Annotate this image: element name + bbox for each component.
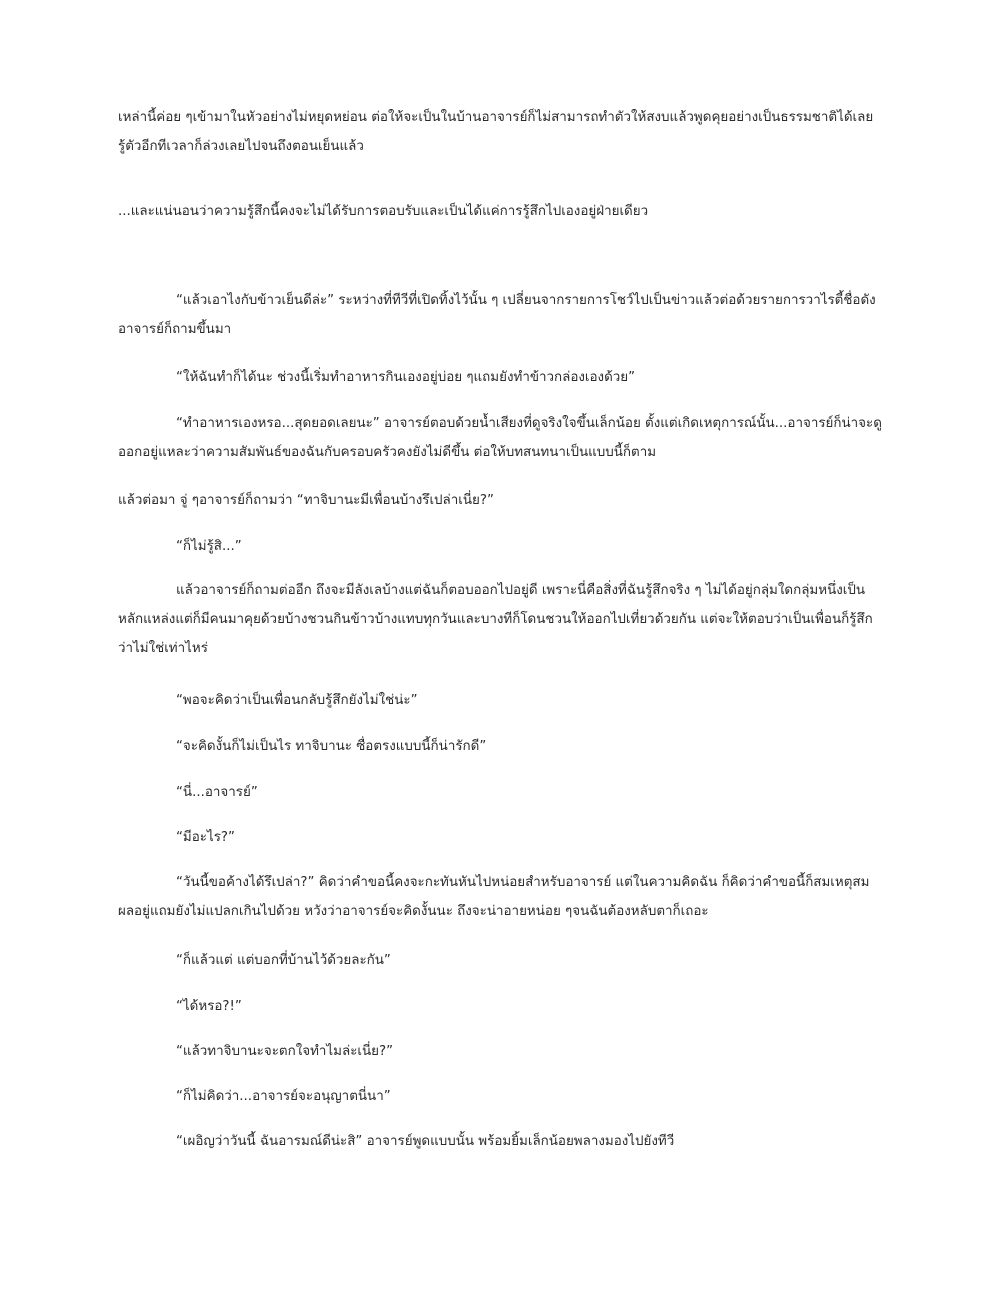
dialog-good-mood: “เผอิญว่าวันนี้ ฉันอารมณ์ดีน่ะสิ” อาจารย์พูดแบบนั้น พร้อมยิ้มเล็กน้อยพลางมองไปยังทีวี bbox=[176, 1134, 675, 1149]
paragraph-dinner-question: “แล้วเอาไงกับข้าวเย็นดีล่ะ” ระหว่างที่ทีวีที่เปิดทิ้งไว้นั้น ๆ เปลี่ยนจากรายการโชว์ไปเป็นข่าวแล้วต่อด้วยรายการวาไรตี้ชื่อดัง อาจารย์ก็ถามขึ้นมา bbox=[118, 293, 876, 337]
dialog-why-surprised: “แล้วทาจิบานะจะตกใจทำไมล่ะเนี่ย?” bbox=[176, 1044, 394, 1059]
paragraph-cooking-reply: “ทำอาหารเองหรอ...สุดยอดเลยนะ” อาจารย์ตอบด้วยน้ำเสียงที่ดูจริงใจขึ้นเล็กน้อย ตั้งแต่เกิดเหตุการณ์นั้น...อาจารย์ก็น่าจะดูออกอยู่แหละว่าความสัมพันธ์ของฉันกับครอบครัวคงยังไม่ดีขึ้น ต่อให้บทสนทนาเป็นแบบนี้ก็ตาม bbox=[118, 416, 882, 460]
dialog-didnt-think: “ก็ไม่คิดว่า...อาจารย์จะอนุญาตนี่นา” bbox=[176, 1089, 391, 1104]
dialog-cook-offer: “ให้ฉันทำก็ได้นะ ช่วงนี้เริ่มทำอาหารกินเองอยู่บ่อย ๆแถมยังทำข้าวกล่องเองด้วย” bbox=[176, 370, 636, 385]
paragraph-friends-question: แล้วต่อมา จู่ ๆอาจารย์ก็ถามว่า “ทาจิบานะมีเพื่อนบ้างรึเปล่าเนี่ย?” bbox=[118, 493, 494, 508]
paragraph-friends-explanation: แล้วอาจารย์ก็ถามต่ออีก ถึงจะมีลังเลบ้างแต่ฉันก็ตอบออกไปอยู่ดี เพราะนี่คือสิ่งที่ฉันรู้สึกจริง ๆ ไม่ได้อยู่กลุ่มใดกลุ่มหนึ่งเป็นหลักแหล่งแต่ก็มีคนมาคุยด้วยบ้างชวนกินข้าวบ้างแทบทุกวันและบางทีก็โดนชวนให้ออกไปเที่ยวด้วยกัน แต่จะให้ตอบว่าเป็นเพื่อนก็รู้สึกว่าไม่ใช่เท่าไหร่ bbox=[118, 583, 873, 656]
dialog-not-friends: “พอจะคิดว่าเป็นเพื่อนกลับรู้สึกยังไม่ใช่น่ะ” bbox=[176, 693, 418, 708]
paragraph-feeling: ...และแน่นอนว่าความรู้สึกนี้คงจะไม่ได้รับการตอบรับและเป็นได้แค่การรู้สึกไปเองอยู่ฝ่ายเดียว bbox=[118, 204, 649, 219]
dialog-hey-teacher: “นี่...อาจารย์” bbox=[176, 785, 258, 800]
dialog-what-is-it: “มีอะไร?” bbox=[176, 830, 235, 845]
dialog-honest-cute: “จะคิดงั้นก็ไม่เป็นไร ทาจิบานะ ซื่อตรงแบบนี้ก็น่ารักดี” bbox=[176, 739, 487, 754]
paragraph-intro: เหล่านี้ค่อย ๆเข้ามาในหัวอย่างไม่หยุดหย่อน ต่อให้จะเป็นในบ้านอาจารย์ก็ไม่สามารถทำตัวให้สงบแล้วพูดคุยอย่างเป็นธรรมชาติได้เลย รู้ตัวอีกทีเวลาก็ล่วงเลยไปจนถึงตอนเย็นแล้ว bbox=[118, 110, 874, 154]
dialog-really: “ได้หรอ?!” bbox=[176, 999, 242, 1014]
dialog-tell-home: “ก็แล้วแต่ แต่บอกที่บ้านไว้ด้วยละกัน” bbox=[176, 953, 391, 968]
paragraph-stay-over: “วันนี้ขอค้างได้รึเปล่า?” คิดว่าคำขอนี้คงจะกะทันหันไปหน่อยสำหรับอาจารย์ แต่ในความคิดฉัน ก็คิดว่าคำขอนี้ก็สมเหตุสมผลอยู่แถมยังไม่แปลกเกินไปด้วย หวังว่าอาจารย์จะคิดงั้นนะ ถึงจะน่าอายหน่อย ๆจนฉันต้องหลับตาก็เถอะ bbox=[118, 875, 870, 919]
dialog-dont-know: “ก็ไม่รู้สิ...” bbox=[176, 539, 242, 554]
